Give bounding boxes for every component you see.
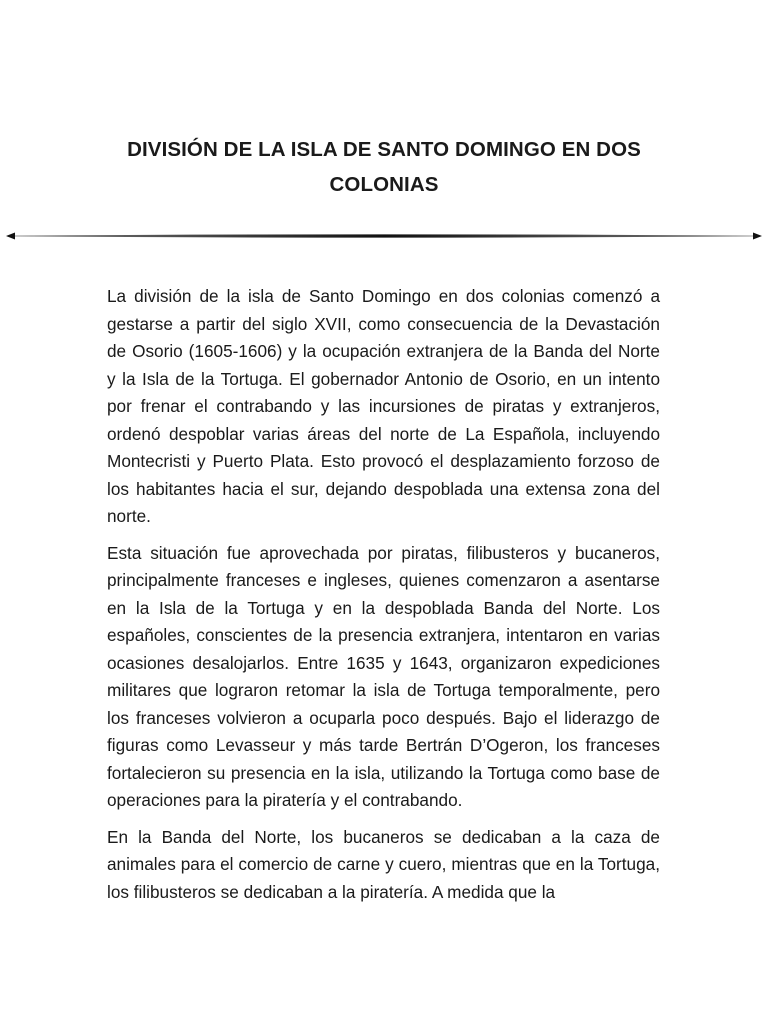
divider-line (14, 234, 754, 237)
page-title (0, 132, 768, 202)
arrow-right-icon (753, 233, 762, 240)
body-text (107, 283, 660, 915)
title-line-1: DIVISIÓN DE LA ISLA DE SANTO DOMINGO EN DOS (127, 138, 641, 161)
paragraph-1: La división de la isla de Santo Domingo en dos colonias comenzó a gestarse a partir del siglo XVII, como consecuencia de la Devastación de Osorio (1605-1606) y la ocupación extranjera de la Banda del Norte y la Isla de la Tortuga. El gobernador Antonio de Osorio, en un intento por frenar el contrabando y las incursiones de piratas y extranjeros, ordenó despoblar varias áreas del norte de La Española, incluyendo Montecristi y Puerto Plata. Esto provocó el desplazamiento forzoso de los habitantes hacia el sur, dejando despoblada una extensa zona del norte. (107, 286, 660, 526)
paragraph-3: En la Banda del Norte, los bucaneros se dedicaban a la caza de animales para el comercio de carne y cuero, mientras que en la Tortuga, los filibusteros se dedicaban a la piratería. A medida que la (107, 826, 660, 902)
arrow-left-icon (6, 233, 15, 240)
paragraph-2: Esta situación fue aprovechada por piratas, filibusteros y bucaneros, principalmente franceses e ingleses, quienes comenzaron a asentarse en la Isla de la Tortuga y en la despoblada Banda del Norte. Los españoles, conscientes de la presencia extranjera, intentaron en varias ocasiones desalojarlos. Entre 1635 y 1643, organizaron expediciones militares que lograron retomar la isla de Tortuga temporalmente, pero los franceses volvieron a ocuparla poco después. Bajo el liderazgo de figuras como Levasseur y más tarde Bertrán D’Ogeron, los franceses fortalecieron su presencia en la isla, utilizando la Tortuga como base de operaciones para la piratería y el contrabando. (107, 542, 660, 810)
arrow-divider (6, 229, 762, 243)
title-line-2: COLONIAS (329, 173, 439, 196)
